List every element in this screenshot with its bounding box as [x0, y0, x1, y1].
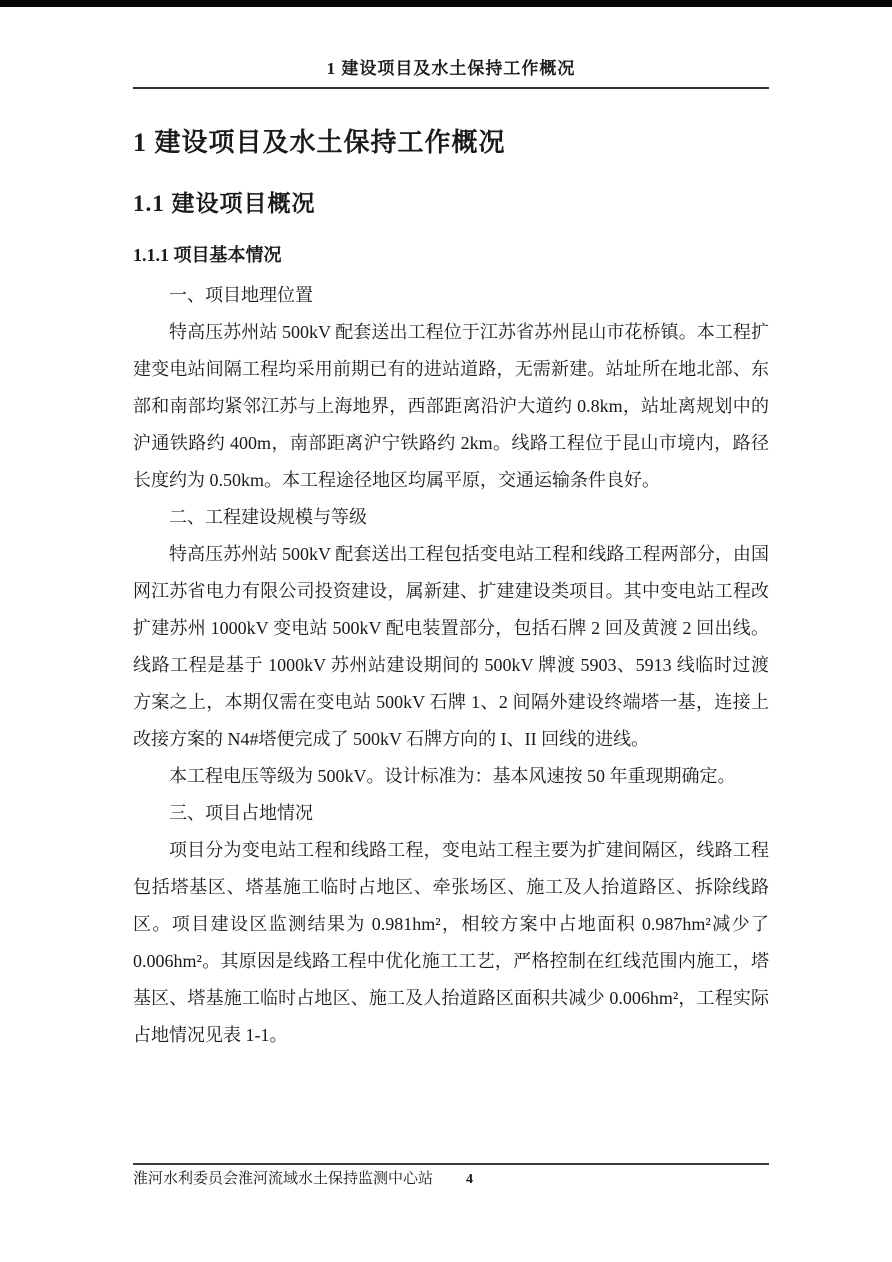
section-title: 1.1 建设项目概况	[133, 191, 316, 216]
paragraph-land-body: 项目分为变电站工程和线路工程，变电站工程主要为扩建间隔区，线路工程包括塔基区、塔基施工临时占地区、牵张场区、施工及人抬道路区、拆除线路区。项目建设区监测结果为 0.981hm²，相较方案中占地面积 0.987hm²减少了 0.006hm²。其原因是线路工程中优化施工工艺，严格控制在红线范围内施工，塔基区、塔基施工临时占地区、施工及人抬道路区面积共减少 0.006hm²，工程实际占地情况见表 1-1。	[133, 840, 769, 1045]
footer-row	[133, 1165, 769, 1189]
paragraph-scale-body: 特高压苏州站 500kV 配套送出工程包括变电站工程和线路工程两部分，由国网江苏省电力有限公司投资建设，属新建、扩建建设类项目。其中变电站工程改扩建苏州 1000kV 变电站 500kV 配电装置部分，包括石牌 2 回及黄渡 2 回出线。线路工程是基于 1000kV 苏州站建设期间的 500kV 牌渡 5903、5913 线临时过渡方案之上，本期仅需在变电站 500kV 石牌 1、2 间隔外建设终端塔一基，连接上改接方案的 N4#塔便完成了 500kV 石牌方向的 I、II 回线的进线。	[133, 544, 769, 749]
document-body	[133, 127, 769, 1054]
running-header-title: 1 建设项目及水土保持工作概况	[326, 59, 576, 78]
body-text	[133, 277, 769, 1054]
paragraph-voltage-standard: 本工程电压等级为 500kV。设计标准为：基本风速按 50 年重现期确定。	[169, 766, 736, 786]
running-header	[133, 7, 769, 89]
chapter-title: 1 建设项目及水土保持工作概况	[133, 128, 506, 157]
page-footer	[133, 1163, 769, 1189]
paragraph-location-body: 特高压苏州站 500kV 配套送出工程位于江苏省苏州昆山市花桥镇。本工程扩建变电站间隔工程均采用前期已有的进站道路，无需新建。站址所在地北部、东部和南部均紧邻江苏与上海地界，西部距离沿沪大道约 0.8km，站址离规划中的沪通铁路约 400m，南部距离沪宁铁路约 2km。线路工程位于昆山市境内，路径长度约为 0.50km。本工程途径地区均属平原，交通运输条件良好。	[133, 322, 769, 490]
footer-page-number: 4	[466, 1172, 473, 1187]
page-content	[133, 7, 769, 1054]
scan-border-top	[0, 0, 892, 7]
paragraph-location-heading: 一、项目地理位置	[169, 285, 313, 305]
paragraph-land-heading: 三、项目占地情况	[169, 803, 313, 823]
footer-organization: 淮河水利委员会淮河流域水土保持监测中心站	[133, 1171, 434, 1187]
header-rule	[133, 87, 769, 89]
paragraph-scale-heading: 二、工程建设规模与等级	[169, 507, 367, 527]
subsection-title: 1.1.1 项目基本情况	[133, 245, 282, 265]
